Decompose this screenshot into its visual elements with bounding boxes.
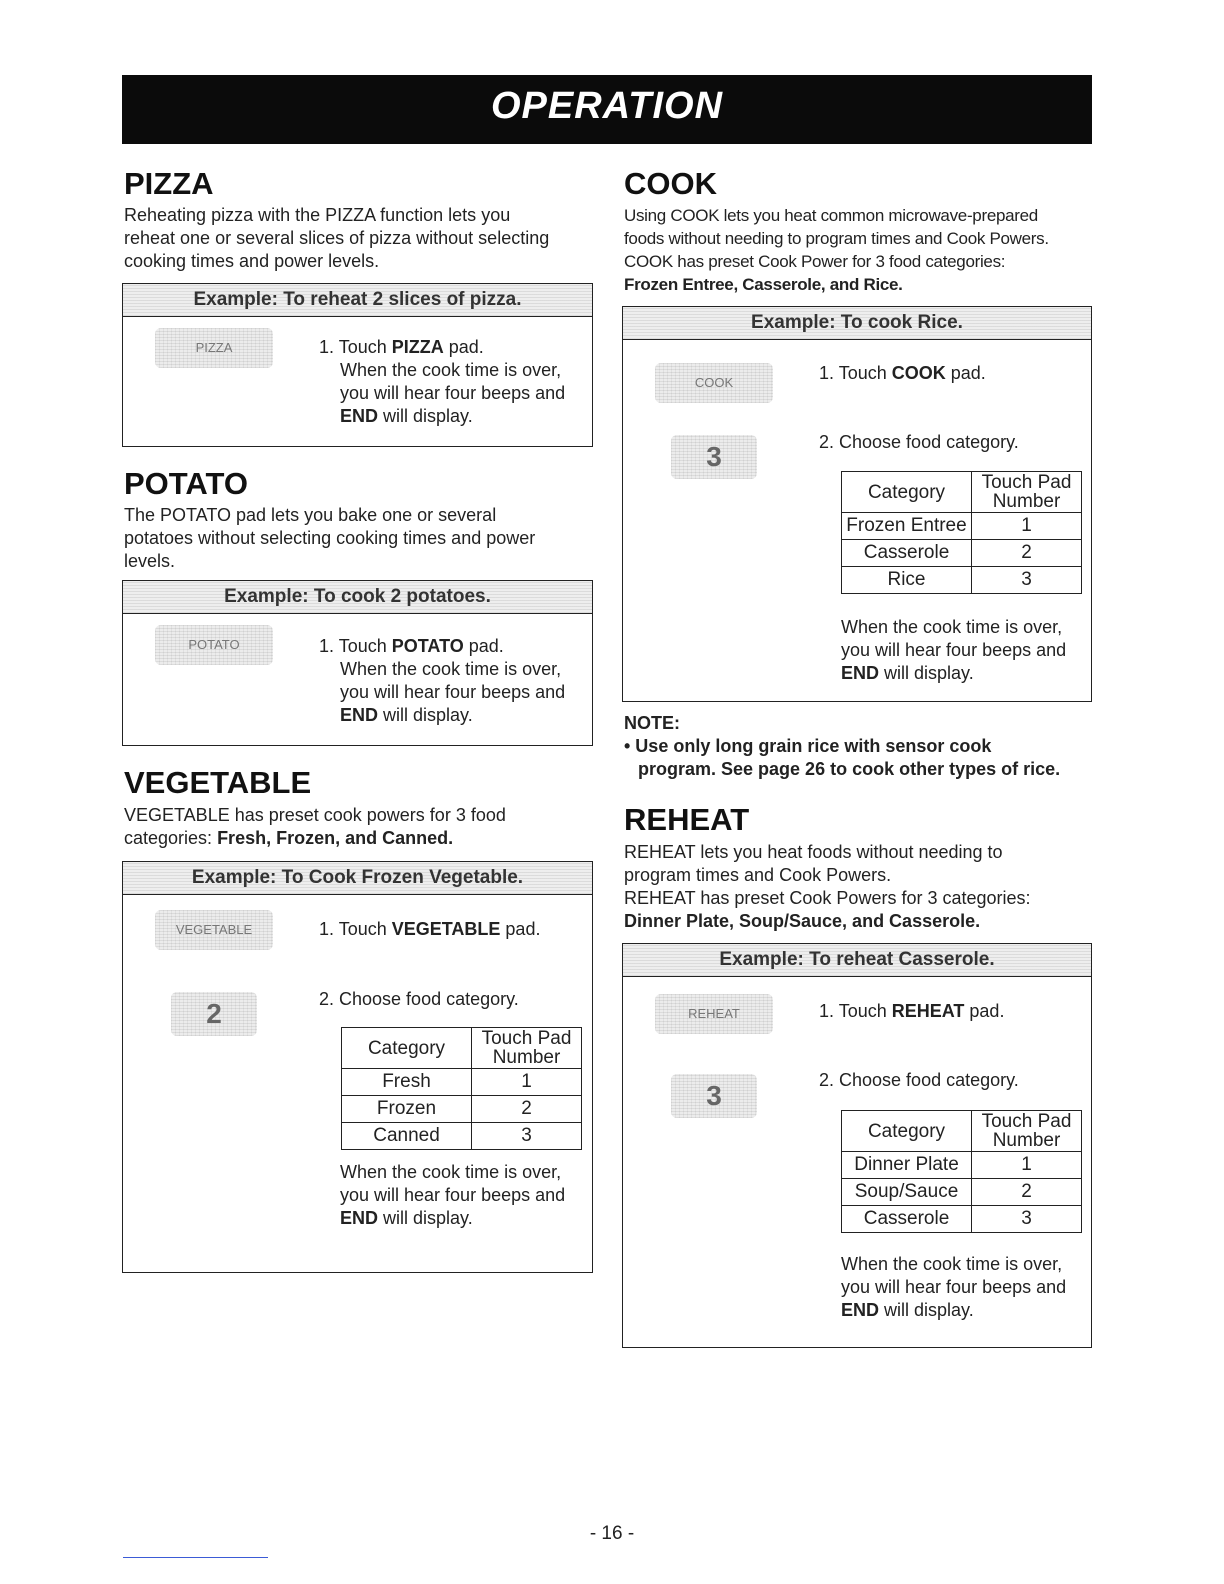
- cook-example-title: Example: To cook Rice.: [623, 307, 1091, 340]
- vegetable-end-text: When the cook time is over, you will hear four beeps and END will display.: [340, 1162, 566, 1228]
- rice-note: NOTE: • Use only long grain rice with sensor cook program. See page 26 to cook other types of rice.: [624, 712, 1104, 781]
- number-3-pad-icon: 3: [671, 1074, 757, 1118]
- table-row: Soup/Sauce 2: [842, 1179, 1082, 1206]
- table-row: Frozen Entree 1: [842, 513, 1082, 540]
- page-banner: [122, 75, 1092, 144]
- cook-step-2: 2. Choose food category.: [819, 432, 1019, 452]
- cook-end-text: When the cook time is over, you will hear four beeps and END will display.: [841, 617, 1067, 683]
- table-row: Casserole 2: [842, 540, 1082, 567]
- table-header-touch-pad: Touch Pad Number: [972, 1111, 1082, 1152]
- page-number: - 16 -: [589, 1523, 635, 1544]
- table-header-category: Category: [842, 1111, 972, 1152]
- reheat-description: REHEAT lets you heat foods without needing to program times and Cook Powers. REHEAT has preset Cook Powers for 3 categories: Dinner Plate, Soup/Sauce, and Casserole.: [624, 842, 1031, 931]
- potato-description: The POTATO pad lets you bake one or several potatoes without selecting cooking times and power levels.: [124, 505, 536, 571]
- potato-heading: POTATO: [124, 466, 248, 501]
- pizza-description: Reheating pizza with the PIZZA function lets you reheat one or several slices of pizza without selecting cooking times and power levels.: [124, 205, 550, 271]
- reheat-example-box: [622, 943, 1092, 1348]
- reheat-step-2: 2. Choose food category.: [819, 1070, 1019, 1090]
- vegetable-pad-icon: VEGETABLE: [155, 910, 273, 950]
- banner-title: OPERATION: [490, 85, 724, 127]
- reheat-end-text: When the cook time is over, you will hear four beeps and END will display.: [841, 1254, 1067, 1320]
- cook-example-box: [622, 306, 1092, 702]
- vegetable-step-1: 1. Touch VEGETABLE pad.: [319, 919, 541, 939]
- table-row: Canned 3: [342, 1123, 582, 1150]
- reheat-example-title: Example: To reheat Casserole.: [623, 944, 1091, 977]
- table-row: Rice 3: [842, 567, 1082, 594]
- footer-divider: [123, 1557, 268, 1558]
- reheat-pad-icon: REHEAT: [655, 994, 773, 1034]
- vegetable-heading: VEGETABLE: [124, 765, 312, 800]
- vegetable-example-box: [122, 861, 593, 1273]
- reheat-heading: REHEAT: [624, 802, 750, 837]
- potato-example-box: [122, 580, 593, 746]
- potato-pad-icon: POTATO: [155, 625, 273, 665]
- pizza-pad-icon: PIZZA: [155, 328, 273, 368]
- potato-example-title: Example: To cook 2 potatoes.: [123, 581, 592, 614]
- pizza-example-box: [122, 283, 593, 447]
- table-row: Fresh 1: [342, 1069, 582, 1096]
- vegetable-example-title: Example: To Cook Frozen Vegetable.: [123, 862, 592, 895]
- cook-heading: COOK: [624, 166, 717, 201]
- table-header-touch-pad: Touch Pad Number: [472, 1028, 582, 1069]
- table-row: Dinner Plate 1: [842, 1152, 1082, 1179]
- vegetable-category-table: [341, 1027, 582, 1150]
- note-label: NOTE:: [624, 713, 680, 733]
- number-2-pad-icon: 2: [171, 992, 257, 1036]
- number-3-pad-icon: 3: [671, 435, 757, 479]
- vegetable-step-2: 2. Choose food category.: [319, 989, 519, 1009]
- table-row: Frozen 2: [342, 1096, 582, 1123]
- table-header-category: Category: [342, 1028, 472, 1069]
- cook-pad-icon: COOK: [655, 363, 773, 403]
- potato-step-1: 1. Touch POTATO pad. When the cook time is over, you will hear four beeps and END will display.: [319, 636, 566, 725]
- table-row: Casserole 3: [842, 1206, 1082, 1233]
- cook-category-table: [841, 471, 1082, 594]
- cook-description: Using COOK lets you heat common microwave-prepared foods without needing to program times and Cook Powers. COOK has preset Cook Power for 3 food categories: Frozen Entree, Casserole, and Rice.: [624, 206, 1049, 294]
- pizza-heading: PIZZA: [124, 166, 214, 201]
- pizza-step-1: 1. Touch PIZZA pad. When the cook time is over, you will hear four beeps and END will display.: [319, 337, 566, 426]
- vegetable-description: VEGETABLE has preset cook powers for 3 food categories: Fresh, Frozen, and Canned.: [124, 805, 506, 848]
- reheat-category-table: [841, 1110, 1082, 1233]
- pizza-example-title: Example: To reheat 2 slices of pizza.: [123, 284, 592, 317]
- table-header-touch-pad: Touch Pad Number: [972, 472, 1082, 513]
- cook-step-1: 1. Touch COOK pad.: [819, 363, 986, 383]
- reheat-step-1: 1. Touch REHEAT pad.: [819, 1001, 1005, 1021]
- table-header-category: Category: [842, 472, 972, 513]
